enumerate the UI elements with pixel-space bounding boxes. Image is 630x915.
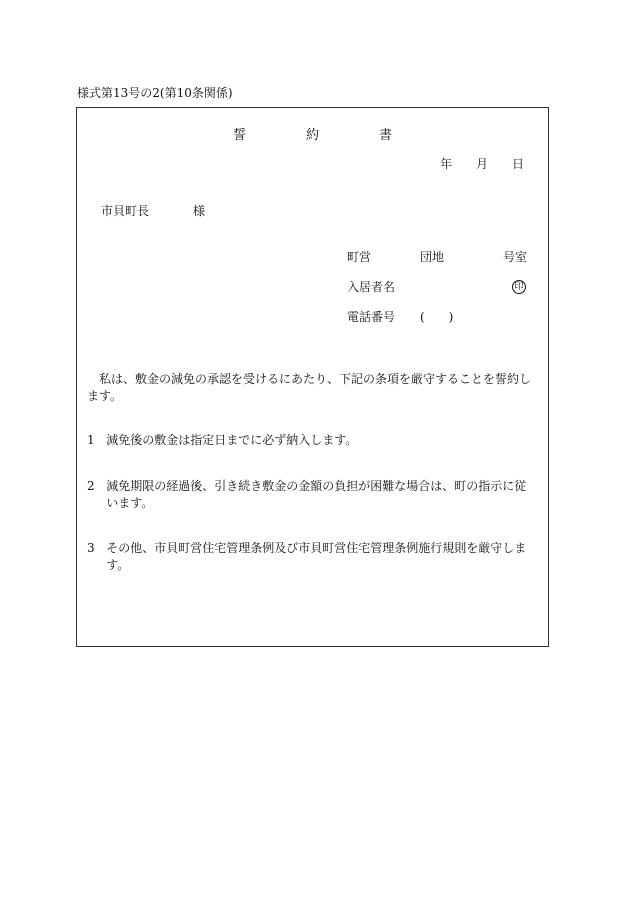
- title-char-1: 誓: [232, 128, 246, 143]
- item-number: 1: [87, 433, 95, 447]
- item-text: 減免後の敷金は指定日までに必ず納入します。: [106, 433, 358, 447]
- title-char-2: 約: [305, 128, 319, 143]
- pledge-form: [76, 107, 549, 647]
- pledge-item: [87, 540, 538, 574]
- date-month-label: 月: [475, 157, 488, 171]
- addressee-line: [101, 202, 205, 219]
- date-year-label: 年: [439, 157, 452, 171]
- seal-icon: 印: [512, 280, 526, 294]
- room-label: 号室: [502, 250, 527, 264]
- pledge-item: [87, 478, 538, 512]
- addressee-name: 市貝町長: [101, 204, 150, 218]
- date-day-label: 日: [511, 157, 524, 171]
- complex-label: 団地: [420, 250, 445, 264]
- item-text: その他、市貝町営住宅管理条例及び市貝町営住宅管理条例施行規則を厳守します。: [106, 541, 527, 572]
- form-reference: 様式第13号の2(第10条関係): [77, 86, 233, 100]
- date-line: [440, 155, 524, 172]
- phone-label: 電話番号: [347, 310, 396, 324]
- pledge-item: [87, 432, 538, 449]
- pledge-statement: 私は、敷金の減免の承認を受けるにあたり、下記の条項を厳守することを誓約します。: [87, 372, 532, 403]
- title-char-3: 書: [379, 128, 393, 143]
- item-number: 2: [87, 479, 95, 493]
- document-title: [77, 124, 548, 143]
- item-number: 3: [87, 541, 95, 555]
- item-text: 減免期限の経過後、引き続き敷金の金額の負担が困難な場合は、町の指示に従います。: [106, 479, 527, 510]
- addressee-honorific: 様: [193, 204, 206, 218]
- resident-name-label: 入居者名: [347, 280, 396, 294]
- housing-label: 町営: [347, 250, 372, 264]
- phone-parens: ( ): [420, 310, 454, 324]
